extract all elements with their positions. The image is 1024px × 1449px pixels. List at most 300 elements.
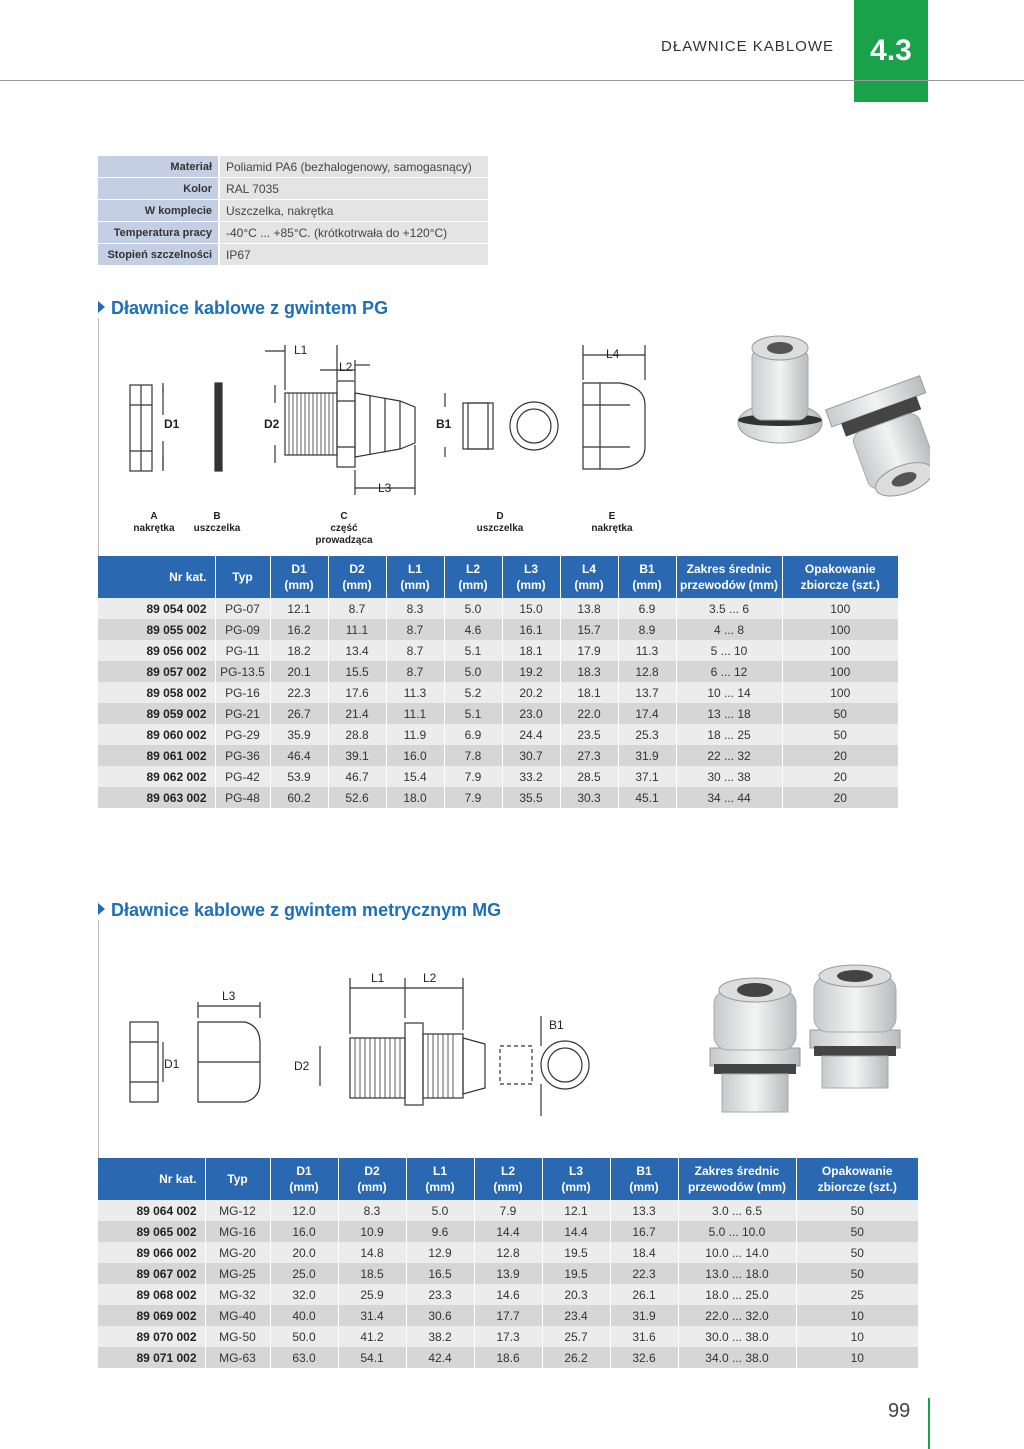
page-number-bar [928,1398,930,1449]
table-cell: 22.3 [610,1263,678,1284]
table-row [98,1263,918,1284]
table-cell: 30 ... 38 [676,766,782,787]
table-cell: 35.9 [270,724,328,745]
table-cell: 21.4 [328,703,386,724]
table-cell: 41.2 [338,1326,406,1347]
table-cell: 17.7 [474,1305,542,1326]
table-cell: 11.9 [386,724,444,745]
table-row [98,1347,918,1368]
table-cell: 18.1 [502,640,560,661]
table-cell: 20.3 [542,1284,610,1305]
table-row [98,1200,918,1221]
column-header-line: Opakowanie [821,1164,893,1178]
table-cell: 26.1 [610,1284,678,1305]
table-cell: 30.3 [560,787,618,808]
table-cell: 14.8 [338,1242,406,1263]
table-cell: 12.8 [474,1242,542,1263]
mg-table [98,1158,918,1368]
section-arrow-icon [98,301,105,313]
table-cell: PG-21 [215,703,270,724]
table-row [98,1221,918,1242]
table-cell: 5 ... 10 [676,640,782,661]
table-cell: 15.4 [386,766,444,787]
column-header-unit: (mm) [425,1180,455,1194]
table-cell: 5.1 [444,640,502,661]
table-cell: 31.4 [338,1305,406,1326]
column-header [796,1158,918,1200]
table-cell: 10 [796,1305,918,1326]
property-row [98,178,488,200]
table-cell: 25.9 [338,1284,406,1305]
table-cell: 37.1 [618,766,676,787]
catalog-number-cell: 89 059 002 [98,703,215,724]
dim-label-l1: L1 [294,343,308,357]
column-header-line: B1 [636,1164,652,1178]
column-header-unit: (mm) [400,578,430,592]
table-cell: 16.1 [502,619,560,640]
column-header-unit: przewodów (mm) [680,578,778,592]
property-label: Stopień szczelności [98,244,219,266]
pg-technical-drawing [100,335,660,500]
table-cell: 8.7 [328,598,386,619]
column-header-unit: (mm) [284,578,314,592]
table-cell: 17.6 [328,682,386,703]
table-cell: 17.4 [618,703,676,724]
mg-dim-label-d1: D1 [164,1057,180,1071]
table-row [98,682,898,703]
table-cell: 13.9 [474,1263,542,1284]
table-cell: 34.0 ... 38.0 [678,1347,796,1368]
column-header-unit: (mm) [357,1180,387,1194]
header-divider [0,80,1024,81]
property-label: Kolor [98,178,219,200]
property-label: W komplecie [98,200,219,222]
table-cell: 19.5 [542,1242,610,1263]
property-label: Temperatura pracy [98,222,219,244]
table-cell: 15.0 [502,598,560,619]
table-cell: PG-11 [215,640,270,661]
column-header [386,556,444,598]
column-header [678,1158,796,1200]
column-header-line: L3 [568,1164,583,1178]
table-cell: 4.6 [444,619,502,640]
table-cell: 50 [782,703,898,724]
column-header-line: D2 [349,562,365,576]
column-header [610,1158,678,1200]
table-row [98,1242,918,1263]
table-cell: 5.0 [444,661,502,682]
table-cell: 17.9 [560,640,618,661]
table-cell: 22.3 [270,682,328,703]
column-header-line: Zakres średnic [694,1164,780,1178]
table-cell: MG-63 [205,1347,270,1368]
table-cell: 16.2 [270,619,328,640]
table-cell: 54.1 [338,1347,406,1368]
mg-dim-label-l2: L2 [423,971,437,985]
table-cell: 10 [796,1326,918,1347]
catalog-number-cell: 89 070 002 [98,1326,205,1347]
table-cell: PG-07 [215,598,270,619]
table-cell: 13.0 ... 18.0 [678,1263,796,1284]
column-header [338,1158,406,1200]
table-cell: 8.7 [386,619,444,640]
table-cell: 7.8 [444,745,502,766]
table-cell: PG-36 [215,745,270,766]
table-cell: 16.7 [610,1221,678,1242]
column-header-line: Nr kat. [159,1172,197,1186]
table-cell: 50 [782,724,898,745]
column-header-unit: (mm) [632,578,662,592]
properties-table [98,156,488,266]
catalog-number-cell: 89 069 002 [98,1305,205,1326]
column-header-unit: (mm) [458,578,488,592]
column-header-line: L2 [465,562,480,576]
table-cell: 30.7 [502,745,560,766]
table-cell: 50 [796,1221,918,1242]
catalog-number-cell: 89 065 002 [98,1221,205,1242]
part-name: część prowadząca [315,523,373,546]
table-cell: 34 ... 44 [676,787,782,808]
part-label-e [567,511,657,535]
property-row [98,156,488,178]
column-header-unit: (mm) [493,1180,523,1194]
section-header-title: DŁAWNICE KABLOWE [661,38,834,55]
table-row [98,703,898,724]
table-cell: 23.4 [542,1305,610,1326]
column-header-line: D1 [296,1164,312,1178]
table-cell: 32.6 [610,1347,678,1368]
table-cell: PG-09 [215,619,270,640]
table-cell: 7.9 [444,766,502,787]
table-cell: 20.2 [502,682,560,703]
table-cell: 6 ... 12 [676,661,782,682]
property-row [98,200,488,222]
part-letter: A [150,511,158,522]
table-cell: 46.4 [270,745,328,766]
table-cell: 5.1 [444,703,502,724]
mg-section-rule [98,920,99,1160]
section-number-badge: 4.3 [854,0,928,102]
table-cell: 26.2 [542,1347,610,1368]
table-cell: PG-13.5 [215,661,270,682]
table-cell: 100 [782,640,898,661]
table-cell: 52.6 [328,787,386,808]
table-cell: 15.7 [560,619,618,640]
table-cell: MG-12 [205,1200,270,1221]
mg-dim-label-l1: L1 [371,971,385,985]
column-header [98,556,215,598]
table-cell: 31.9 [610,1305,678,1326]
part-label-b [172,511,262,535]
table-cell: MG-50 [205,1326,270,1347]
part-letter: E [608,511,616,522]
table-cell: 25 [796,1284,918,1305]
table-cell: 13.3 [610,1200,678,1221]
catalog-number-cell: 89 063 002 [98,787,215,808]
table-cell: 100 [782,661,898,682]
table-cell: 22 ... 32 [676,745,782,766]
column-header [502,556,560,598]
table-cell: 18.4 [610,1242,678,1263]
mg-product-photo [700,960,910,1120]
table-cell: 28.5 [560,766,618,787]
table-cell: MG-16 [205,1221,270,1242]
part-name: uszczelka [476,523,524,534]
catalog-number-cell: 89 062 002 [98,766,215,787]
pg-section-rule [98,318,99,558]
table-cell: 25.7 [542,1326,610,1347]
dim-label-l3: L3 [378,481,392,495]
table-cell: 31.6 [610,1326,678,1347]
table-cell: 13 ... 18 [676,703,782,724]
table-cell: 7.9 [474,1200,542,1221]
table-cell: 14.4 [474,1221,542,1242]
table-cell: 20 [782,787,898,808]
table-cell: PG-42 [215,766,270,787]
column-header-unit: (mm) [516,578,546,592]
catalog-number-cell: 89 068 002 [98,1284,205,1305]
table-cell: 100 [782,598,898,619]
column-header-line: L4 [581,562,596,576]
column-header-unit: przewodów (mm) [688,1180,786,1194]
table-cell: 100 [782,619,898,640]
table-cell: 60.2 [270,787,328,808]
table-cell: 39.1 [328,745,386,766]
column-header-unit: (mm) [629,1180,659,1194]
table-cell: 26.7 [270,703,328,724]
table-cell: 18.6 [474,1347,542,1368]
table-cell: 18.5 [338,1263,406,1284]
table-cell: PG-48 [215,787,270,808]
table-row [98,787,898,808]
table-cell: 16.5 [406,1263,474,1284]
table-cell: 20.0 [270,1242,338,1263]
column-header [98,1158,205,1200]
section-arrow-icon [98,903,105,915]
table-row [98,1305,918,1326]
table-cell: 63.0 [270,1347,338,1368]
table-cell: MG-40 [205,1305,270,1326]
part-name: nakrętka [133,523,175,534]
table-cell: 12.8 [618,661,676,682]
part-label-c [299,511,389,547]
table-cell: 28.8 [328,724,386,745]
column-header-unit: (mm) [574,578,604,592]
table-cell: 14.6 [474,1284,542,1305]
table-cell: 11.3 [386,682,444,703]
table-cell: 4 ... 8 [676,619,782,640]
property-value: Uszczelka, nakrętka [219,200,488,222]
table-cell: 6.9 [444,724,502,745]
column-header [676,556,782,598]
table-cell: 24.4 [502,724,560,745]
table-row [98,661,898,682]
dim-label-l2: L2 [339,360,353,374]
table-cell: 14.4 [542,1221,610,1242]
column-header [474,1158,542,1200]
dim-label-b1: B1 [436,417,452,431]
table-cell: 20 [782,766,898,787]
table-cell: 3.5 ... 6 [676,598,782,619]
table-cell: 5.0 [406,1200,474,1221]
table-cell: 40.0 [270,1305,338,1326]
property-value: -40°C ... +85°C. (krótkotrwała do +120°C) [219,222,488,244]
column-header-line: Zakres średnic [686,562,772,576]
column-header [618,556,676,598]
table-cell: 50 [796,1263,918,1284]
table-cell: 25.3 [618,724,676,745]
column-header-line: Opakowanie [804,562,876,576]
table-cell: 19.2 [502,661,560,682]
table-cell: 11.1 [328,619,386,640]
table-cell: MG-20 [205,1242,270,1263]
table-cell: 22.0 [560,703,618,724]
column-header [560,556,618,598]
table-cell: 5.2 [444,682,502,703]
table-cell: 30.6 [406,1305,474,1326]
table-cell: 8.3 [338,1200,406,1221]
table-cell: 20 [782,745,898,766]
part-name: uszczelka [193,523,241,534]
column-header-line: L3 [523,562,538,576]
column-header [270,1158,338,1200]
column-header-unit: (mm) [342,578,372,592]
column-header-line: Typ [232,570,253,584]
table-cell: 5.0 ... 10.0 [678,1221,796,1242]
column-header-line: Nr kat. [169,570,207,584]
part-letter: B [213,511,221,522]
column-header [782,556,898,598]
catalog-number-cell: 89 060 002 [98,724,215,745]
table-cell: 11.3 [618,640,676,661]
part-label-d [455,511,545,535]
column-header [215,556,270,598]
table-cell: 10 [796,1347,918,1368]
property-row [98,244,488,266]
table-row [98,1284,918,1305]
table-cell: 5.0 [444,598,502,619]
pg-section-title: Dławnice kablowe z gwintem PG [98,298,388,319]
property-value: Poliamid PA6 (bezhalogenowy, samogasnący) [219,156,488,178]
property-value: IP67 [219,244,488,266]
column-header [328,556,386,598]
pg-product-photo [730,328,930,523]
table-cell: 27.3 [560,745,618,766]
table-cell: 9.6 [406,1221,474,1242]
part-name: nakrętka [591,523,633,534]
table-cell: 23.5 [560,724,618,745]
column-header-line: L1 [432,1164,447,1178]
table-cell: 6.9 [618,598,676,619]
column-header-unit: (mm) [561,1180,591,1194]
table-row [98,598,898,619]
table-cell: 18 ... 25 [676,724,782,745]
dim-label-d2: D2 [264,417,280,431]
table-cell: 33.2 [502,766,560,787]
catalog-number-cell: 89 061 002 [98,745,215,766]
table-cell: 32.0 [270,1284,338,1305]
table-cell: 13.7 [618,682,676,703]
column-header [205,1158,270,1200]
table-cell: 15.5 [328,661,386,682]
mg-technical-drawing [110,968,610,1118]
mg-dim-label-d2: D2 [294,1059,310,1073]
table-cell: 35.5 [502,787,560,808]
column-header [406,1158,474,1200]
catalog-number-cell: 89 055 002 [98,619,215,640]
property-row [98,222,488,244]
table-row [98,1326,918,1347]
table-cell: PG-29 [215,724,270,745]
table-cell: 30.0 ... 38.0 [678,1326,796,1347]
table-cell: 10.9 [338,1221,406,1242]
table-cell: 16.0 [386,745,444,766]
table-cell: 20.1 [270,661,328,682]
table-cell: MG-25 [205,1263,270,1284]
column-header [542,1158,610,1200]
table-cell: 50 [796,1242,918,1263]
catalog-number-cell: 89 064 002 [98,1200,205,1221]
table-cell: 8.9 [618,619,676,640]
table-cell: 13.4 [328,640,386,661]
catalog-number-cell: 89 056 002 [98,640,215,661]
table-cell: 8.3 [386,598,444,619]
column-header-line: B1 [639,562,655,576]
table-cell: 23.3 [406,1284,474,1305]
table-row [98,766,898,787]
table-cell: 18.0 [386,787,444,808]
dim-label-l4: L4 [606,347,620,361]
table-cell: 12.1 [542,1200,610,1221]
table-cell: 12.0 [270,1200,338,1221]
column-header [444,556,502,598]
table-row [98,619,898,640]
table-cell: 38.2 [406,1326,474,1347]
table-cell: 50.0 [270,1326,338,1347]
column-header-line: Typ [227,1172,248,1186]
column-header-unit: (mm) [289,1180,319,1194]
table-cell: 18.3 [560,661,618,682]
dim-label-d1: D1 [164,417,180,431]
catalog-number-cell: 89 071 002 [98,1347,205,1368]
table-cell: 50 [796,1200,918,1221]
table-cell: 17.3 [474,1326,542,1347]
table-cell: 10 ... 14 [676,682,782,703]
table-cell: 12.1 [270,598,328,619]
column-header-line: L1 [407,562,422,576]
catalog-number-cell: 89 058 002 [98,682,215,703]
table-cell: 18.2 [270,640,328,661]
table-cell: 8.7 [386,640,444,661]
part-letter: D [496,511,504,522]
property-label: Materiał [98,156,219,178]
catalog-number-cell: 89 057 002 [98,661,215,682]
page-number: 99 [888,1400,911,1422]
table-cell: 25.0 [270,1263,338,1284]
mg-dim-label-l3: L3 [222,989,236,1003]
table-row [98,745,898,766]
column-header-line: D1 [291,562,307,576]
table-cell: 18.0 ... 25.0 [678,1284,796,1305]
table-cell: 10.0 ... 14.0 [678,1242,796,1263]
table-cell: 12.9 [406,1242,474,1263]
table-cell: 13.8 [560,598,618,619]
catalog-number-cell: 89 054 002 [98,598,215,619]
table-row [98,640,898,661]
table-cell: PG-16 [215,682,270,703]
table-cell: 31.9 [618,745,676,766]
table-cell: 22.0 ... 32.0 [678,1305,796,1326]
